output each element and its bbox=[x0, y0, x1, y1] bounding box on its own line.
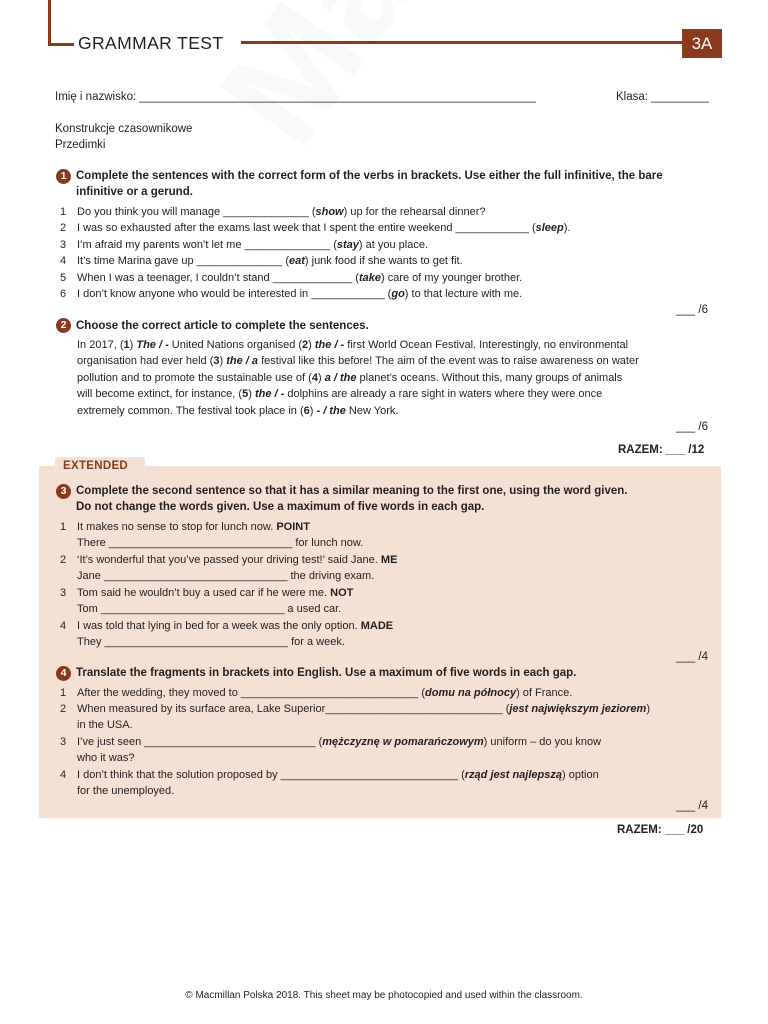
exercise-2-title: Choose the correct article to complete the sentences. bbox=[76, 320, 369, 332]
key-word: POINT bbox=[276, 521, 310, 533]
text-segment: first World Ocean Festival. Interestingly, no environmental bbox=[344, 339, 629, 351]
gap-sentence[interactable] bbox=[77, 286, 522, 303]
sentence-text: When I was a teenager, I couldn’t stand _____________ ( bbox=[77, 272, 359, 284]
sentence-text: ) junk food if she wants to get fit. bbox=[304, 255, 463, 267]
topic-1: Konstrukcje czasownikowe bbox=[55, 123, 193, 135]
part-1-total: RAZEM: ___ /12 bbox=[618, 444, 705, 456]
exercise-4-title: Translate the fragments in brackets into English. Use a maximum of five words in each gap. bbox=[76, 667, 577, 679]
exercise-3-title-line-1: Complete the second sentence so that it has a similar meaning to the first one, using the word given. bbox=[76, 485, 628, 497]
item-number: 1 bbox=[59, 206, 67, 218]
item-number: 1 bbox=[59, 687, 67, 699]
text-line bbox=[77, 403, 717, 420]
name-field[interactable] bbox=[55, 89, 536, 106]
exercise-1-score: ___ /6 bbox=[676, 304, 708, 316]
sentence-text: Do you think you will manage ______________ ( bbox=[77, 206, 316, 218]
original-sentence bbox=[77, 519, 310, 536]
exercise-2-score: ___ /6 bbox=[676, 421, 708, 433]
text-segment: ) bbox=[219, 355, 227, 367]
gap-number: 6 bbox=[303, 405, 310, 417]
sentence-text: I’m afraid my parents won’t let me ______________ ( bbox=[77, 239, 337, 251]
exercise-1-title-line-1: Complete the sentences with the correct form of the verbs in brackets. Use either the full infinitive, the bare bbox=[76, 170, 663, 182]
sentence-text: When measured by its surface area, Lake Superior_____________________________ ( bbox=[77, 703, 510, 715]
text-line bbox=[77, 353, 717, 370]
header-rule-vertical bbox=[48, 0, 51, 46]
sentence-text: ) at you place. bbox=[358, 239, 428, 251]
watermark bbox=[250, 0, 680, 129]
item-number: 3 bbox=[59, 736, 67, 748]
text-line bbox=[77, 386, 717, 403]
sentence-text: I don’t know anyone who would be interested in ____________ ( bbox=[77, 288, 392, 300]
name-label: Imię i nazwisko: bbox=[55, 91, 137, 103]
sentence-text: I was told that lying in bed for a week was the only option. bbox=[77, 620, 358, 632]
article-choice[interactable]: The / - bbox=[136, 339, 169, 351]
text-line bbox=[77, 370, 717, 387]
key-word: MADE bbox=[360, 620, 394, 632]
key-word: ME bbox=[380, 554, 398, 566]
text-segment: ) bbox=[129, 339, 137, 351]
item-number: 3 bbox=[59, 587, 67, 599]
sentence-text: I was so exhausted after the exams last week that I spent the entire weekend ____________ ( bbox=[77, 222, 536, 234]
article-choice[interactable]: a / the bbox=[324, 372, 357, 384]
verb-in-brackets: stay bbox=[336, 239, 359, 251]
item-number: 4 bbox=[59, 255, 67, 267]
sentence-text: ) uniform – do you know bbox=[483, 736, 602, 748]
sentence-text: ). bbox=[563, 222, 571, 234]
sentence-continuation: in the USA. bbox=[77, 719, 133, 731]
item-number: 2 bbox=[59, 554, 67, 566]
exercise-1-number: 1 bbox=[56, 169, 71, 184]
article-choice[interactable]: the / - bbox=[254, 388, 285, 400]
name-line[interactable]: ______________________________________________________________ bbox=[139, 91, 536, 103]
sentence-text: ) care of my younger brother. bbox=[380, 272, 523, 284]
sentence-text: Tom said he wouldn’t buy a used car if he were me. bbox=[77, 587, 328, 599]
verb-in-brackets: eat bbox=[289, 255, 305, 267]
copyright-footer: © Macmillan Polska 2018. This sheet may be photocopied and used within the classroom. bbox=[185, 990, 583, 1001]
text-segment: dolphins are already a rare sight in waters where they were once bbox=[284, 388, 603, 400]
gap-number: 2 bbox=[302, 339, 309, 351]
test-version-badge: 3A bbox=[682, 29, 722, 58]
transformation-gap[interactable]: Jane ______________________________ the driving exam. bbox=[77, 570, 375, 582]
exercise-1-title-line-2: infinitive or a gerund. bbox=[76, 186, 193, 198]
gap-sentence[interactable] bbox=[77, 237, 428, 254]
text-segment: festival like this before! The aim of the event was to raise awareness on water bbox=[258, 355, 639, 367]
item-number: 4 bbox=[59, 769, 67, 781]
gap-number: 3 bbox=[213, 355, 220, 367]
sentence-text: ) option bbox=[562, 769, 599, 781]
sentence-text: It makes no sense to stop for lunch now. bbox=[77, 521, 274, 533]
exercise-4-number: 4 bbox=[56, 666, 71, 681]
sentence-text: It’s time Marina gave up ______________ ( bbox=[77, 255, 289, 267]
item-number: 4 bbox=[59, 620, 67, 632]
class-label: Klasa: bbox=[616, 91, 648, 103]
text-segment: organisation had ever held ( bbox=[77, 355, 214, 367]
exercise-3-number: 3 bbox=[56, 484, 71, 499]
text-segment: New York. bbox=[345, 405, 399, 417]
extended-label: EXTENDED bbox=[63, 460, 129, 472]
topic-2: Przedimki bbox=[55, 139, 106, 151]
polish-fragment: jest największym jeziorem bbox=[509, 703, 647, 715]
text-line bbox=[77, 337, 717, 354]
verb-in-brackets: show bbox=[315, 206, 344, 218]
gap-number: 5 bbox=[242, 388, 249, 400]
sentence-continuation: for the unemployed. bbox=[77, 785, 175, 797]
header-rule-right bbox=[241, 41, 682, 44]
text-segment: United Nations organised ( bbox=[168, 339, 303, 351]
item-number: 1 bbox=[59, 521, 67, 533]
exercise-3-title-line-2: Do not change the words given. Use a maximum of five words in each gap. bbox=[76, 501, 485, 513]
item-number: 5 bbox=[59, 272, 67, 284]
gap-sentence[interactable] bbox=[77, 253, 463, 270]
gap-sentence[interactable] bbox=[77, 204, 486, 221]
sentence-text: After the wedding, they moved to _____________________________ ( bbox=[77, 687, 426, 699]
text-segment: pollution and to promote the sustainable use of ( bbox=[77, 372, 312, 384]
verb-in-brackets: go bbox=[391, 288, 405, 300]
sentence-text: ‘It’s wonderful that you’ve passed your driving test!’ said Jane. bbox=[77, 554, 378, 566]
sentence-text: I’ve just seen ____________________________ ( bbox=[77, 736, 323, 748]
sentence-text: ) to that lecture with me. bbox=[404, 288, 523, 300]
sentence-text: ) bbox=[646, 703, 650, 715]
sentence-text: ) of France. bbox=[516, 687, 573, 699]
item-number: 2 bbox=[59, 703, 67, 715]
original-sentence bbox=[77, 618, 393, 635]
item-number: 6 bbox=[59, 288, 67, 300]
text-segment: ) bbox=[309, 405, 317, 417]
gap-number: 4 bbox=[311, 372, 318, 384]
page-title: GRAMMAR TEST bbox=[78, 33, 224, 53]
article-choice[interactable]: the / - bbox=[314, 339, 345, 351]
item-number: 3 bbox=[59, 239, 67, 251]
text-segment: will become extinct, for instance, ( bbox=[77, 388, 243, 400]
exercise-4-score: ___ /4 bbox=[676, 800, 708, 812]
polish-fragment: domu na północy bbox=[425, 687, 517, 699]
sentence-text: I don’t think that the solution proposed by _____________________________ ( bbox=[77, 769, 465, 781]
translation-gap[interactable] bbox=[77, 701, 650, 718]
translation-gap[interactable] bbox=[77, 734, 601, 751]
sentence-continuation: who it was? bbox=[77, 752, 135, 764]
part-2-total: RAZEM: ___ /20 bbox=[617, 824, 704, 836]
original-sentence bbox=[77, 585, 353, 602]
text-segment: planet’s oceans. Without this, many groups of animals bbox=[356, 372, 623, 384]
article-choice[interactable]: the / a bbox=[226, 355, 259, 367]
verb-in-brackets: take bbox=[358, 272, 381, 284]
transformation-gap[interactable]: There ______________________________ for lunch now. bbox=[77, 537, 364, 549]
gap-sentence[interactable] bbox=[77, 270, 522, 287]
sentence-text: ) up for the rehearsal dinner? bbox=[343, 206, 486, 218]
transformation-gap[interactable]: They ______________________________ for a week. bbox=[77, 636, 345, 648]
class-line[interactable]: _________ bbox=[651, 91, 709, 103]
polish-fragment: rząd jest najlepszą bbox=[464, 769, 562, 781]
transformation-gap[interactable]: Tom ______________________________ a used car. bbox=[77, 603, 342, 615]
exercise-3-score: ___ /4 bbox=[676, 651, 708, 663]
key-word: NOT bbox=[330, 587, 354, 599]
gap-sentence[interactable] bbox=[77, 220, 571, 237]
item-number: 2 bbox=[59, 222, 67, 234]
header-rule-left bbox=[48, 43, 74, 46]
text-segment: ) bbox=[248, 388, 255, 400]
article-choice[interactable]: - / the bbox=[316, 405, 346, 417]
exercise-2-number: 2 bbox=[56, 318, 71, 333]
verb-in-brackets: sleep bbox=[535, 222, 564, 234]
text-segment: ) bbox=[317, 372, 325, 384]
text-segment: ) bbox=[308, 339, 315, 351]
translation-gap[interactable] bbox=[77, 767, 599, 784]
text-segment: In 2017, ( bbox=[77, 339, 124, 351]
polish-fragment: mężczyznę w pomarańczowym bbox=[322, 736, 484, 748]
text-segment: extremely common. The festival took place in ( bbox=[77, 405, 304, 417]
translation-gap[interactable] bbox=[77, 685, 572, 702]
original-sentence bbox=[77, 552, 397, 569]
gap-number: 1 bbox=[123, 339, 130, 351]
class-field[interactable] bbox=[616, 89, 709, 106]
